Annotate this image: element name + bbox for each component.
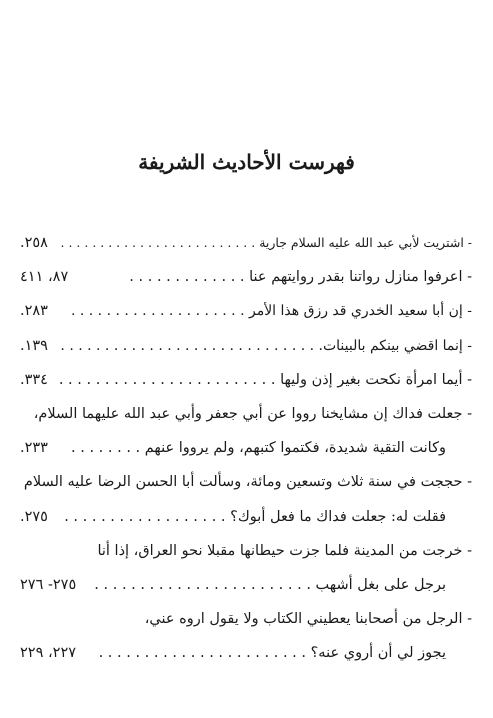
index-entry: [20, 294, 472, 328]
index-entry: [20, 465, 472, 499]
entry-text: فقلت له: جعلت فداك ما فعل أبوك؟ . . . . . . . . . . . . . . . . . .: [64, 508, 446, 525]
entry-text: - اعرفوا منازل رواتنا بقدر روايتهم عنا . . . . . . . . . . . . .: [129, 269, 472, 286]
entry-pages: ٢٧٥- ٢٧٦: [20, 576, 77, 593]
entry-pages: ٢٣٣.: [20, 440, 48, 457]
index-entry: [20, 226, 472, 260]
entry-text: - أيما امرأة نكحت بغير إذن وليها . . . . . . . . . . . . . . . . . . . . . . . .: [58, 371, 472, 388]
index-entry: [20, 534, 472, 568]
index-entry: [20, 329, 472, 363]
page-title: فهرست الأحاديث الشريفة: [138, 150, 355, 174]
index-entry-continuation: [20, 568, 472, 602]
index-entry: [20, 363, 472, 397]
entry-pages: ١٣٩.: [20, 337, 48, 354]
entry-text: وكانت التقية شديدة، فكتموا كتبهم، ولم يرووا عنهم . . . . . . . .: [71, 440, 446, 457]
entry-text: - الرجل من أصحابنا يعطيني الكتاب ولا يقول اروه عني،: [144, 611, 472, 628]
index-entry: [20, 602, 472, 636]
index-entry: [20, 260, 472, 294]
index-entry-continuation: [20, 636, 472, 670]
index-entry-continuation: [20, 500, 472, 534]
entry-text: - اشتريت لأبي عبد الله عليه السلام جارية . . . . . . . . . . . . . . . . . . . . . . . . .: [60, 235, 472, 250]
entry-pages: ٣٣٤.: [20, 371, 48, 388]
entry-text: - جعلت فداك إن مشايخنا رووا عن أبي جعفر وأبي عبد الله عليهما السلام،: [33, 405, 472, 422]
entry-text: برجل على بغل أشهب . . . . . . . . . . . . . . . . . . . . . . . .: [94, 576, 446, 593]
hadith-index-list: [20, 226, 472, 670]
entry-text: - خرجت من المدينة فلما جزت حيطانها مقبلا نحو العراق، إذا أنا: [97, 542, 472, 559]
index-entry-continuation: [20, 431, 472, 465]
entry-pages: ٢٧٥.: [20, 508, 48, 525]
entry-text: - إن أبا سعيد الخدري قد رزق هذا الأمر . . . . . . . . . . . . . . . . . . . .: [70, 303, 472, 320]
entry-pages: ٢٥٨.: [20, 235, 48, 251]
entry-text: - حججت في سنة ثلاث وتسعين ومائة، وسألت أبا الحسن الرضا عليه السلام: [23, 474, 472, 491]
index-entry: [20, 397, 472, 431]
entry-pages: ٨٧، ٤١١: [20, 269, 69, 286]
entry-text: - إنما اقضي بينكم بالبينات. . . . . . . . . . . . . . . . . . . . . . . . . . . . . .: [60, 337, 472, 354]
entry-text: يجوز لي أن أروي عنه؟ . . . . . . . . . . . . . . . . . . . . . . .: [98, 645, 446, 662]
entry-pages: ٢٢٧، ٢٢٩: [20, 645, 77, 662]
entry-pages: ٢٨٣.: [20, 303, 48, 320]
